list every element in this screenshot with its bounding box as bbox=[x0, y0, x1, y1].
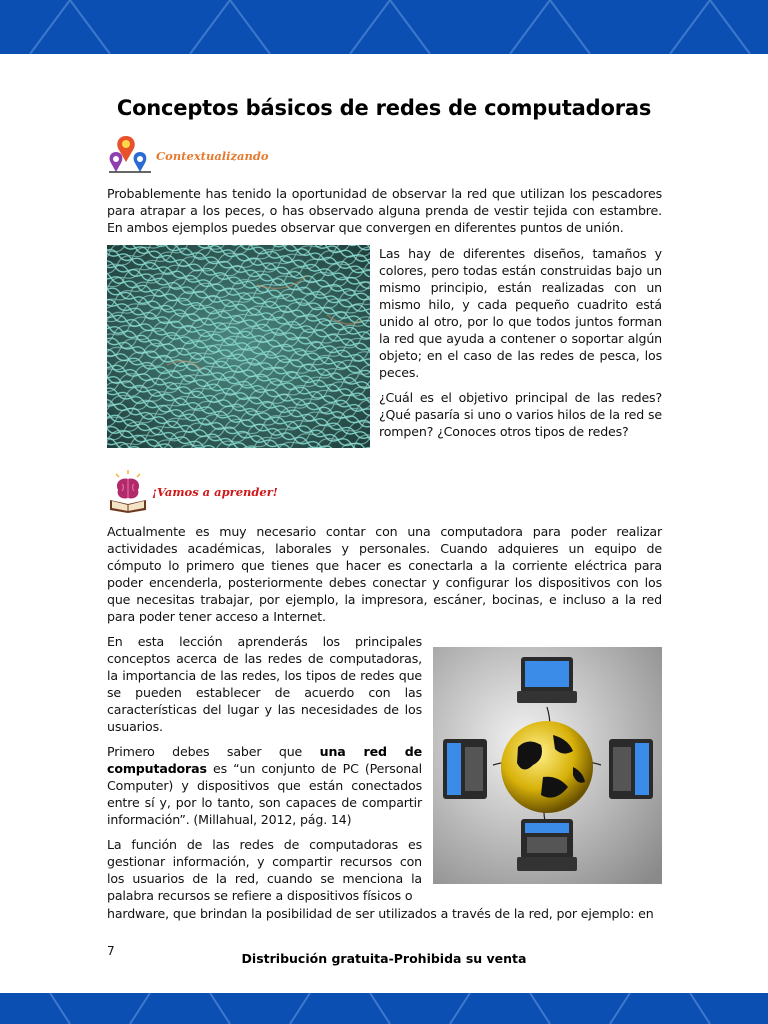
page-number: 7 bbox=[107, 944, 115, 958]
section-label: ¡Vamos a aprender! bbox=[152, 485, 278, 499]
lesson-overview-paragraph: En esta lección aprenderás los principales conceptos acerca de las redes de computadoras, la importancia de las redes, los tipos de redes que se pueden establecer de acuerdo con las características del lugar y las necesidades de los usuarios. bbox=[107, 634, 422, 734]
computer-setup-paragraph: Actualmente es muy necesario contar con una computadora para poder realizar actividades académicas, laborales y personales. Cuando adquieres un equipo de cómputo lo primero que tienes que hacer es conectarla a la corriente eléctrica para poder encenderla, posteriormente debes conectar y configurar los dispositivos con los que necesitas trabajar, por ejemplo, la impresora, escáner, bocinas, e incluso a la red para poder tener acceso a Internet. bbox=[107, 524, 662, 624]
network-function-paragraph: La función de las redes de computadoras es gestionar información, y compartir recursos con los usuarios de la red, cuando se menciona la palabra recursos se refiere a dispositivos físicos o bbox=[107, 837, 422, 903]
globe-laptops-photo bbox=[433, 647, 662, 884]
definition-term: una red de computadoras bbox=[107, 744, 422, 776]
section-label: Contextualizando bbox=[156, 149, 269, 163]
brain-book-icon bbox=[106, 468, 150, 514]
definition-body: es “un conjunto de PC (Personal Computer) y dispositivos que están conectados entre sí y, por lo tanto, son capaces de compartir información”. (Millahual, 2012, pág. 14) bbox=[107, 761, 422, 827]
definition-lead: Primero debes saber que bbox=[107, 744, 320, 759]
network-definition-paragraph bbox=[107, 743, 422, 828]
bottom-banner bbox=[0, 993, 768, 1024]
top-banner bbox=[0, 0, 768, 54]
footer-notice: Distribución gratuita-Prohibida su venta bbox=[241, 951, 527, 966]
fishing-net-photo bbox=[107, 245, 370, 448]
network-function-continued: hardware, que brindan la posibilidad de ser utilizados a través de la red, por ejemplo: en bbox=[107, 906, 654, 921]
banner-pattern bbox=[0, 993, 768, 1024]
intro-paragraph: Probablemente has tenido la oportunidad de observar la red que utilizan los pescadores para atrapar a los peces, o has observado alguna prenda de vestir tejida con estambre. En ambos ejemplos puedes observar que convergen en diferentes puntos de unión. bbox=[107, 186, 662, 235]
section-contextualizando bbox=[106, 132, 406, 180]
banner-pattern bbox=[0, 0, 768, 54]
net-description: Las hay de diferentes diseños, tamaños y colores, pero todas están construidas bajo un mismo principio, están realizadas con un mismo hilo, y cada pequeño cuadrito está unido al otro, por lo que todos juntos forman la red que ayuda a contener o soportar algún objeto; en el caso de las redes de pesca, los peces. bbox=[379, 246, 662, 380]
reflection-questions: ¿Cuál es el objetivo principal de las redes? ¿Qué pasaría si uno o varios hilos de la red se rompen? ¿Conoces otros tipos de redes? bbox=[379, 390, 662, 439]
section-vamos-a-aprender bbox=[106, 468, 406, 516]
page-title: Conceptos básicos de redes de computadoras bbox=[116, 96, 652, 120]
map-pins-icon bbox=[106, 132, 154, 178]
